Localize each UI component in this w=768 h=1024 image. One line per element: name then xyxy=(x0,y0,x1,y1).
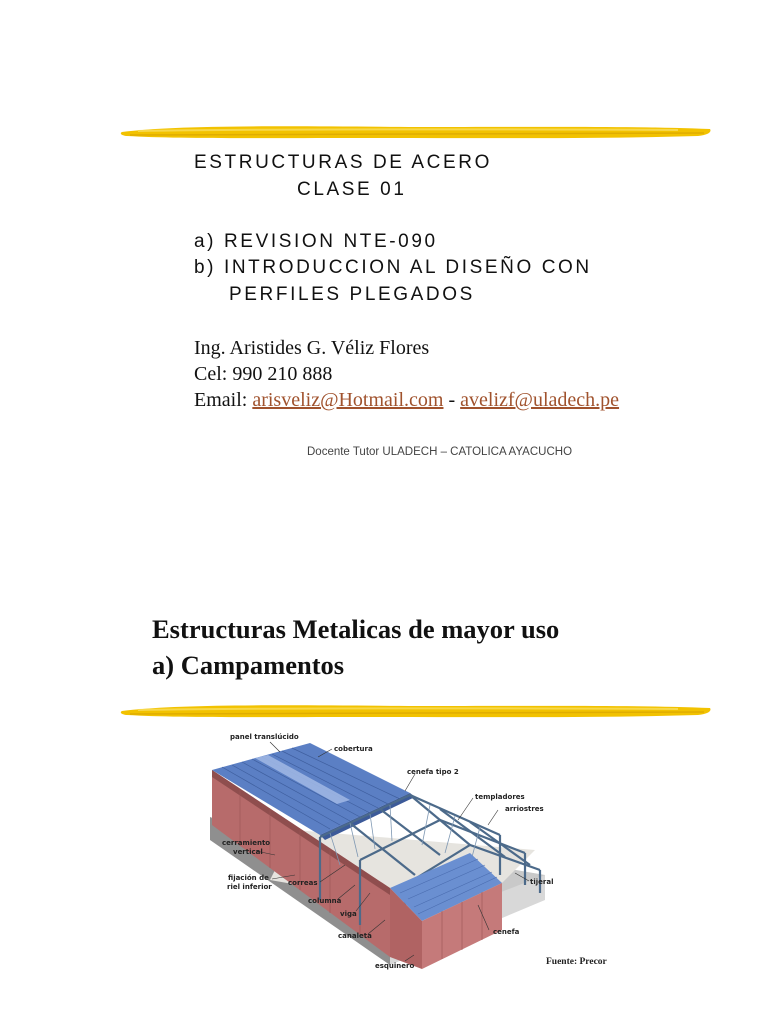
label-panel-translucido: panel translúcido xyxy=(230,733,299,741)
email-separator: - xyxy=(448,389,456,411)
email-label: Email: xyxy=(194,389,248,411)
class-number: CLASE 01 xyxy=(297,179,407,200)
label-viga: viga xyxy=(340,910,357,918)
topic-a: a) REVISION NTE-090 xyxy=(194,231,438,252)
label-cenefa: cenefa xyxy=(493,928,520,936)
email-link-uladech[interactable]: avelizf@uladech.pe xyxy=(460,389,620,411)
label-templadores: templadores xyxy=(475,793,525,801)
label-canaleta: canaleta xyxy=(338,932,372,940)
label-riel-inferior: riel inferior xyxy=(227,883,272,891)
building-diagram xyxy=(200,725,600,975)
label-cobertura: cobertura xyxy=(334,745,373,753)
course-title: ESTRUCTURAS DE ACERO xyxy=(194,152,492,173)
label-fijacion-de: fijación de xyxy=(228,874,269,882)
label-tijeral: tijeral xyxy=(530,878,554,886)
label-cerramiento: cerramiento xyxy=(222,839,271,847)
email-link-hotmail[interactable]: arisveliz@Hotmail.com xyxy=(252,389,444,411)
tutor-caption: Docente Tutor ULADECH – CATOLICA AYACUCHO xyxy=(307,446,573,458)
label-arriostres: arriostres xyxy=(505,805,544,813)
topic-b-line1: b) INTRODUCCION AL DISEÑO CON xyxy=(194,257,592,278)
label-esquinero: esquinero xyxy=(375,962,415,970)
label-columna: columna xyxy=(308,897,342,905)
phone-number: Cel: 990 210 888 xyxy=(194,363,333,385)
slide2-title: Estructuras Metalicas de mayor uso xyxy=(152,614,560,644)
yellow-brush-stroke-bottom xyxy=(118,700,714,722)
slide2-subtitle: a) Campamentos xyxy=(152,650,345,680)
diagram-source: Fuente: Precor xyxy=(546,957,607,967)
label-correas: correas xyxy=(288,879,318,887)
yellow-brush-stroke-top xyxy=(118,121,714,143)
topic-b-line2: PERFILES PLEGADOS xyxy=(229,284,475,305)
author-name: Ing. Aristides G. Véliz Flores xyxy=(194,337,430,359)
label-cenefa-tipo-2: cenefa tipo 2 xyxy=(407,768,459,776)
email-line xyxy=(194,389,619,412)
label-vertical: vertical xyxy=(233,848,263,856)
